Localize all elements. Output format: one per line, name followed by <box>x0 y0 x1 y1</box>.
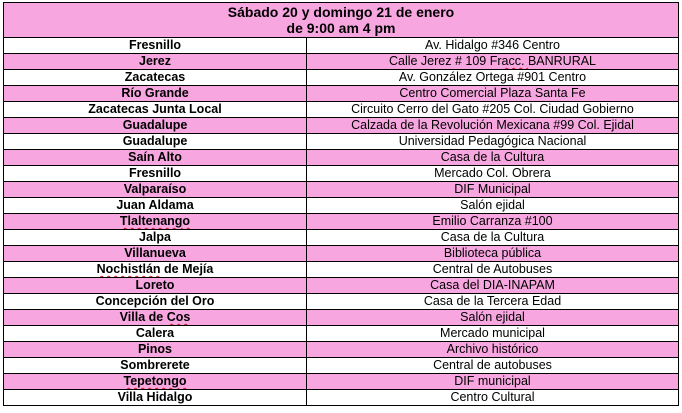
table-row <box>4 54 679 70</box>
table-row <box>4 326 679 342</box>
table-row <box>4 198 679 214</box>
table-row <box>4 230 679 246</box>
sede-cell: Circuito Cerro del Gato #205 Col. Ciudad Gobierno <box>307 102 679 118</box>
municipio-cell: Calera <box>4 326 307 342</box>
header-hours: de 9:00 am 4 pm <box>286 20 396 36</box>
table-row <box>4 182 679 198</box>
table-row <box>4 118 679 134</box>
sede-cell: Biblioteca pública <box>307 246 679 262</box>
table-row <box>4 342 679 358</box>
table-row <box>4 390 679 406</box>
sede-cell: Av. González Ortega #901 Centro <box>307 70 679 86</box>
municipio-cell <box>4 374 307 390</box>
municipio-cell: Villa de Cos <box>4 310 307 326</box>
municipio-cell: Zacatecas <box>4 70 307 86</box>
table-row <box>4 374 679 390</box>
municipio-cell: Guadalupe <box>4 118 307 134</box>
sede-cell: Central de autobuses <box>307 358 679 374</box>
municipio-cell: Jalpa <box>4 230 307 246</box>
sede-cell: Casa de la Cultura <box>307 230 679 246</box>
schedule-header <box>4 3 679 38</box>
municipio-cell: Río Grande <box>4 86 307 102</box>
table-row <box>4 166 679 182</box>
sede-cell: Centro Comercial Plaza Santa Fe <box>307 86 679 102</box>
municipio-cell: Pinos <box>4 342 307 358</box>
table-row <box>4 70 679 86</box>
municipio-cell: Nochistlán de Mejía <box>4 262 307 278</box>
municipio-cell: Loreto <box>4 278 307 294</box>
table-row <box>4 150 679 166</box>
table-row <box>4 38 679 54</box>
municipio-cell: Zacatecas Junta Local <box>4 102 307 118</box>
spellcheck-mark: Tepetongo <box>123 374 187 388</box>
table-row <box>4 214 679 230</box>
table-row <box>4 246 679 262</box>
table-row <box>4 86 679 102</box>
sede-cell: Casa de la Cultura <box>307 150 679 166</box>
sede-cell: Casa del DIA-INAPAM <box>307 278 679 294</box>
sede-cell: Calle Jerez # 109 Fracc. BANRURAL <box>307 54 679 70</box>
table-row <box>4 134 679 150</box>
sede-cell: Emilio Carranza #100 <box>307 214 679 230</box>
municipio-cell: Guadalupe <box>4 134 307 150</box>
municipio-cell: Villa Hidalgo <box>4 390 307 406</box>
sede-cell: Mercado municipal <box>307 326 679 342</box>
sede-cell: Central de Autobuses <box>307 262 679 278</box>
spellcheck-mark: Cos <box>166 310 191 324</box>
spellcheck-mark: acc. <box>501 54 528 68</box>
municipio-cell: Jerez <box>4 54 307 70</box>
municipio-cell: Saín Alto <box>4 150 307 166</box>
sede-cell: DIF municipal <box>307 374 679 390</box>
municipio-cell: Fresnillo <box>4 38 307 54</box>
header-dates: Sábado 20 y domingo 21 de enero <box>227 4 455 20</box>
sede-cell: Archivo histórico <box>307 342 679 358</box>
municipio-cell: Sombrerete <box>4 358 307 374</box>
municipio-cell: Villanueva <box>4 246 307 262</box>
table-row <box>4 102 679 118</box>
table-row <box>4 358 679 374</box>
schedule-table <box>3 2 679 406</box>
spellcheck-mark: Nochistlán <box>96 262 161 276</box>
sede-cell: Salón ejidal <box>307 310 679 326</box>
table-row <box>4 294 679 310</box>
sede-cell: Casa de la Tercera Edad <box>307 294 679 310</box>
table-row <box>4 310 679 326</box>
municipio-cell <box>4 214 307 230</box>
table-row <box>4 278 679 294</box>
municipio-cell: Concepción del Oro <box>4 294 307 310</box>
table-row <box>4 262 679 278</box>
sede-cell: Calzada de la Revolución Mexicana #99 Col. Ejidal <box>307 118 679 134</box>
sede-cell: Mercado Col. Obrera <box>307 166 679 182</box>
municipio-cell: Juan Aldama <box>4 198 307 214</box>
schedule-rows <box>4 38 679 406</box>
sede-cell: DIF Municipal <box>307 182 679 198</box>
sede-cell: Salón ejidal <box>307 198 679 214</box>
spellcheck-mark: Tlaltenango <box>119 214 191 228</box>
municipio-cell: Valparaíso <box>4 182 307 198</box>
sede-cell: Centro Cultural <box>307 390 679 406</box>
municipio-cell: Fresnillo <box>4 166 307 182</box>
sede-cell: Av. Hidalgo #346 Centro <box>307 38 679 54</box>
sede-cell: Universidad Pedagógica Nacional <box>307 134 679 150</box>
